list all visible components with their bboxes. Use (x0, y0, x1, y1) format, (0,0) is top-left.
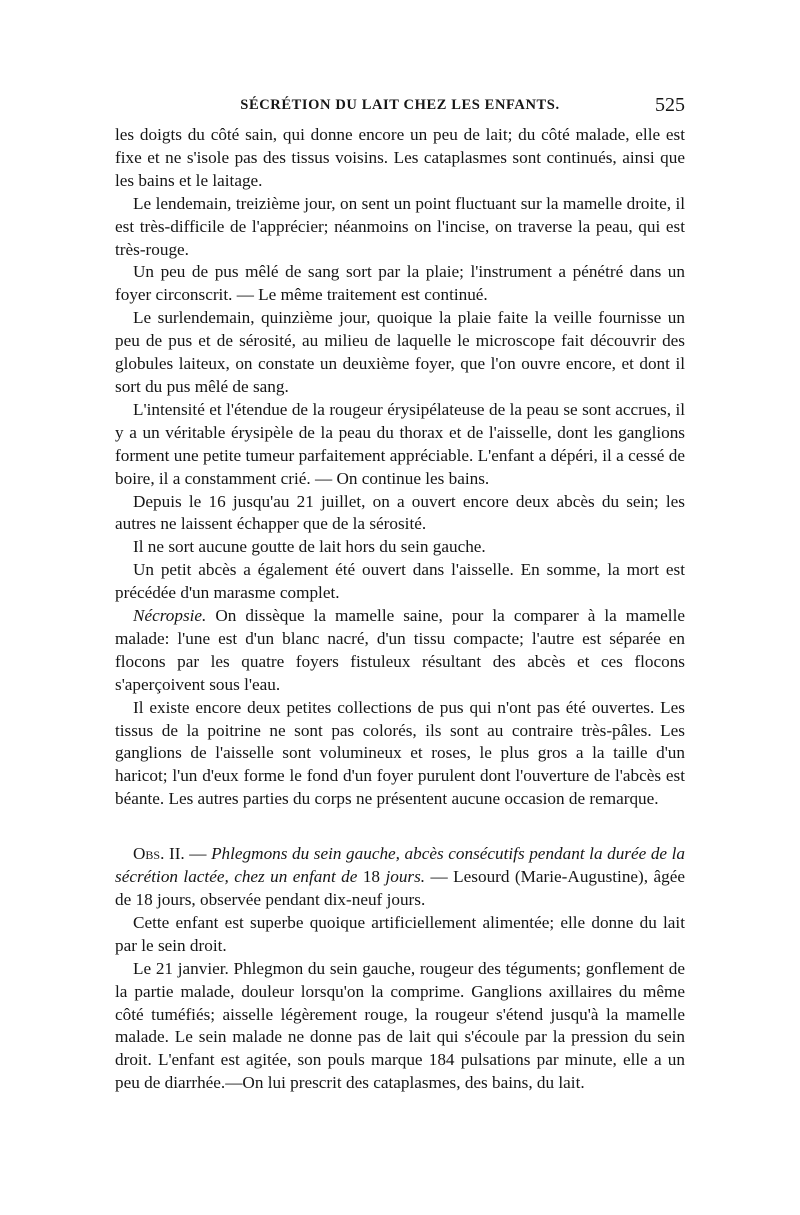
paragraph: Le surlendemain, quinzième jour, quoique la plaie faite la veille fournisse un peu de pus et de sérosité, au milieu de laquelle le microscope fait découvrir des globules laiteux, on constate un deuxième foyer, que l'on ouvre encore, et dont il sort du pus mêlé de sang. (115, 308, 685, 396)
paragraph: L'intensité et l'étendue de la rougeur érysipélateuse de la peau se sont accrues, il y a un véritable érysipèle de la peau du thorax et de l'aisselle, dont les ganglions forment une petite tumeur parfaitement appréciable. L'enfant a dépéri, il a cessé de boire, il a constamment crié. — On continue les bains. (115, 399, 685, 488)
paragraph: Cette enfant est superbe quoique artificiellement alimentée; elle donne du lait par le sein droit. (115, 912, 685, 955)
running-head (115, 94, 685, 121)
paragraph: Un peu de pus mêlé de sang sort par la plaie; l'instrument a pénétré dans un foyer circonscrit. — Le même traitement est continué. (115, 262, 685, 305)
paragraph: Il existe encore deux petites collections de pus qui n'ont pas été ouvertes. Les tissus de la poitrine ne sont pas colorés, ils sont au contraire très-pâles. Les ganglions de l'aisselle sont volumineux et roses, le plus gros a la taille d'un haricot; l'un d'eux forme le fond d'un foyer purulent dont l'ouverture de l'abcès est béante. Les autres parties du corps ne présentent aucune occasion de remarque. (115, 697, 685, 809)
paragraph: Le 21 janvier. Phlegmon du sein gauche, rougeur des téguments; gonflement de la partie malade, douleur lorsqu'on la comprime. Ganglions axillaires du même côté tuméfiés; aisselle légèrement rouge, la rougeur s'étend jusqu'à la mamelle malade. Le sein malade ne donne pas de lait qui s'écoule par la pression du sein droit. L'enfant est agitée, son pouls marque 184 pulsations par minute, elle a un peu de diarrhée.—On lui prescrit des cataplasmes, des bains, du lait. (115, 958, 685, 1093)
body-text (115, 124, 685, 1095)
paragraph: Un petit abcès a également été ouvert dans l'aisselle. En somme, la mort est précédée d'un marasme complet. (115, 560, 685, 603)
paragraph: Depuis le 16 jusqu'au 21 juillet, on a ouvert encore deux abcès du sein; les autres ne laissent échapper que de la sérosité. (115, 491, 685, 534)
observation-title: Phlegmons du sein gauche, abcès consécutifs pendant la durée de la sécrétion lactée, chez un enfant de (115, 844, 685, 887)
observation-heading: Obs. II. — Phlegmons du sein gauche, abcès consécutifs pendant la durée de la sécrétion lactée, chez un enfant de 18 jours. — Lesourd (Marie-Augustine), âgée de 18 jours, observée pendant dix-neuf jours. (115, 844, 685, 909)
page-number: 525 (655, 94, 685, 116)
running-head-title: SÉCRÉTION DU LAIT CHEZ LES ENFANTS. (240, 97, 560, 113)
paragraph: Il ne sort aucune goutte de lait hors du sein gauche. (133, 537, 486, 557)
paragraph: les doigts du côté sain, qui donne encore un peu de lait; du côté malade, elle est fixe et ne s'isole pas des tissus voisins. Les cataplasmes sont continués, ainsi que les bains et le laitage. (115, 125, 685, 190)
necropsie-lead: Nécropsie. (133, 606, 207, 626)
paragraph: Le lendemain, treizième jour, on sent un point fluctuant sur la mamelle droite, il est très-difficile de l'apprécier; néanmoins on l'incise, on traverse la peau, qui est très-rouge. (115, 193, 685, 259)
observation-patient: — Lesourd (Marie-Augustine), âgée de 18 jours, observée pendant dix-neuf jours. (115, 867, 685, 909)
paragraph-necropsie: Nécropsie. On dissèque la mamelle saine, pour la comparer à la mamelle malade: l'une est d'un blanc nacré, d'un tissu compacte; l'autre est séparée en flocons par les quatre foyers fistuleux résultant des abcès et ces flocons s'aperçoivent sous l'eau. (115, 606, 685, 694)
observation-label: Obs. II. (133, 844, 185, 864)
